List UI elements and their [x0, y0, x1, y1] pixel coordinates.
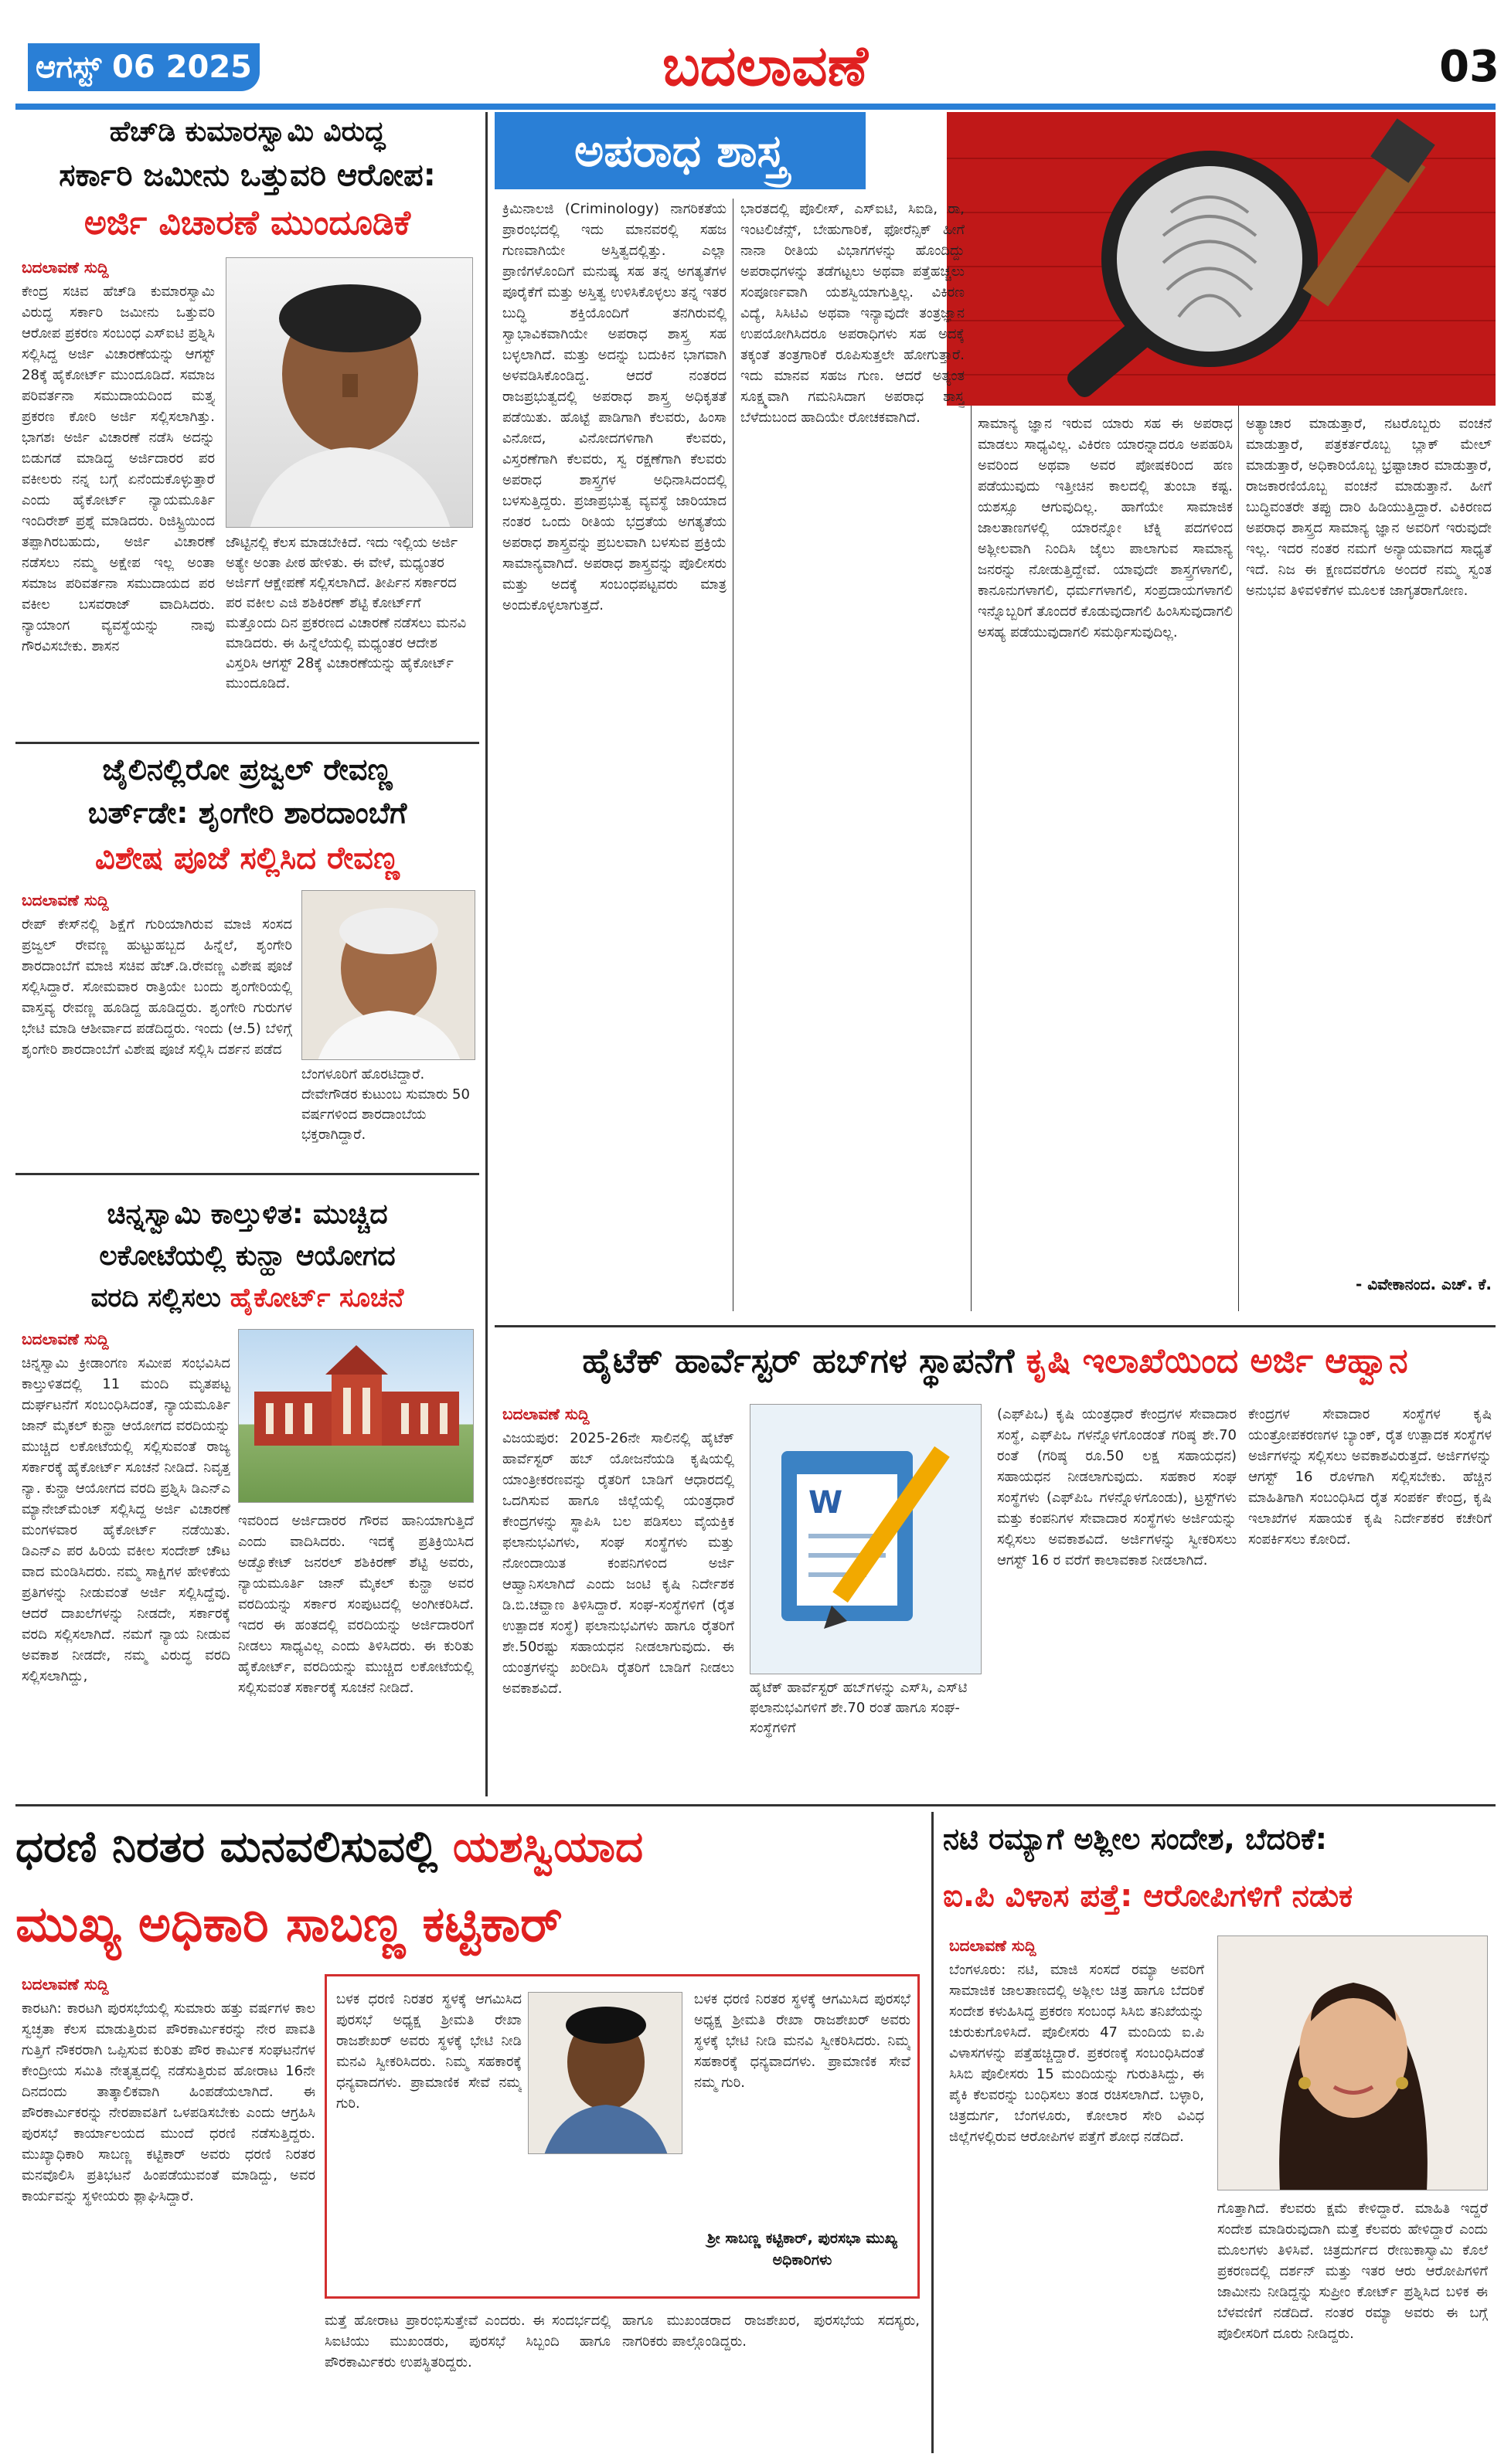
revanna-title-1: ಜೈಲಿನಲ್ಲಿರೋ ಪ್ರಜ್ವಲ್ ರೇವಣ್ಣ — [102, 753, 393, 787]
dharani-title-1 — [15, 1812, 924, 1883]
chinnaswamy-title-1: ಚಿನ್ನಸ್ವಾಮಿ ಕಾಲ್ತುಳಿತ: ಮುಚ್ಚಿದ — [107, 1198, 388, 1230]
chinnaswamy-title-3a: ವರದಿ ಸಲ್ಲಿಸಲು — [90, 1283, 230, 1314]
harvester-story — [495, 1331, 1496, 1794]
criminology-col-1: ಕ್ರಿಮಿನಾಲಜಿ (Criminology) ನಾಗರಿಕತೆಯ ಪ್ರಾರಂಭದಲ್ಲಿ ಇದು ಮಾನವರಲ್ಲಿ ಸಹಜ ಗುಣವಾಗಿಯೇ ಅಸ್ತಿತ್ವದಲ್ಲಿತ್ತು. ಎಲ್ಲಾ ಪ್ರಾಣಿಗಳೊಂದಿಗೆ ಮನುಷ್ಯ ಸಹ ತನ್ನ ಅಗತ್ಯತೆಗಳ ಪೂರೈಕೆಗೆ ಮತ್ತು ಅಸ್ತಿತ್ವ ಉಳಿಸಿಕೊಳ್ಳಲು ತನ್ನ ಇತರ ಬುದ್ಧಿ ಶಕ್ತಿಯೊಂದಿಗೆ ತನಗಿರುವಲ್ಲಿ ಸ್ವಾಭಾವಿಕವಾಗಿಯೇ ಅಪರಾಧ ಶಾಸ್ತ್ರ ಸಹ ಬಳ್ಳಲಾಗಿದೆ. ಮತ್ತು ಅದನ್ನು ಬದುಕಿನ ಭಾಗವಾಗಿ ಅಳವಡಿಸಿಕೊಂಡಿದ್ದ. ಆದರೆ ನಂತರದ ರಾಜಪ್ರಭುತ್ವದಲ್ಲಿ ಅಪರಾಧ ಶಾಸ್ತ್ರ ಅಧಿಕೃತತೆ ಪಡೆಯಿತು. ಹೊಟ್ಟೆ ಪಾಡಿಗಾಗಿ ಕೆಲವರು, ಹಿಂಸಾ ವಿನೋದ, ವಿನೋದಗಳಿಗಾಗಿ ಕೆಲವರು, ವಿಸ್ತರಣೆಗಾಗಿ ಕೆಲವರು, ಸ್ವ ರಕ್ಷಣೆಗಾಗಿ ಕೆಲವರು ಅಪರಾಧ ಶಾಸ್ತ್ರಗಳ ಅಧಿನಾಸಿದಂದಲ್ಲಿ ಬಳಸುತ್ತಿದ್ದರು. ಪ್ರಜಾಪ್ರಭುತ್ವ ವ್ಯವಸ್ಥೆ ಜಾರಿಯಾದ ನಂತರ ಒಂದು ರೀತಿಯ ಭದ್ರತೆಯ ಅಗತ್ಯತೆಯ ಅಪರಾಧ ಶಾಸ್ತ್ರವನ್ನು ಪ್ರಬಲವಾಗಿ ಬಳಸುವ ಪ್ರಕ್ರಿಯೆ ಸಾಮಾನ್ಯವಾಗಿದೆ. ಅಪರಾಧ ಶಾಸ್ತ್ರವನ್ನು ಪೊಲೀಸರು ಮತ್ತು ಅದಕ್ಕೆ ಸಂಬಂಧಪಟ್ಟವರು ಮಾತ್ರ ಅಂದುಕೊಳ್ಳಲಾಗುತ್ತದೆ. — [502, 201, 727, 613]
ramya-col-2: ಗೊತ್ತಾಗಿದೆ. ಕೆಲವರು ಕ್ಷಮೆ ಕೇಳಿದ್ದಾರೆ. ಮಾಹಿತಿ ಇದ್ದರೆ ಸಂದೇಶ ಮಾಡಿರುವುದಾಗಿ ಮತ್ತೆ ಕೆಲವರು ಹೇಳಿದ್ದಾರೆ ಎಂದು ಮೂಲಗಳು ತಿಳಿಸಿವೆ. ಚಿತ್ರದುರ್ಗದ ರೇಣುಕಾಸ್ವಾಮಿ ಕೊಲೆ ಪ್ರಕರಣದಲ್ಲಿ ದರ್ಶನ್ ಮತ್ತು ಇತರ ಆರು ಆರೋಪಿಗಳಿಗೆ ಜಾಮೀನು ನೀಡಿದ್ದನ್ನು ಸುಪ್ರೀಂ ಕೋರ್ಟ್ ಪ್ರಶ್ನಿಸಿದ ಬಳಿಕ ಈ ಬೆಳವಣಿಗೆ ನಡೆದಿದೆ. ನಂತರ ರಮ್ಯಾ ಅವರು ಈ ಬಗ್ಗೆ ಪೊಲೀಸರಿಗೆ ದೂರು ನೀಡಿದ್ದರು. — [1217, 2201, 1488, 2342]
criminology-banner-text: ಅಪರಾಧ ಶಾಸ್ತ್ರ — [574, 124, 786, 177]
ramya-body: ಬೆಂಗಳೂರು: ನಟಿ, ಮಾಜಿ ಸಂಸದೆ ರಮ್ಯಾ ಅವರಿಗೆ ಸಾಮಾಜಿಕ ಜಾಲತಾಣದಲ್ಲಿ ಅಶ್ಲೀಲ ಚಿತ್ರ ಹಾಗೂ ಬೆದರಿಕೆ ಸಂದೇಶ ಕಳುಹಿಸಿದ್ದ ಪ್ರಕರಣ ಸಂಬಂಧ ಸಿಸಿಬಿ ತನಿಖೆಯನ್ನು ಚುರುಕುಗೊಳಿಸಿದೆ. ಪೊಲೀಸರು 47 ಮಂದಿಯ ಐ.ಪಿ ವಿಳಾಸಗಳನ್ನು ಪತ್ತೆಹಚ್ಚಿದ್ದಾರೆ. ಪ್ರಕರಣಕ್ಕೆ ಸಂಬಂಧಿಸಿದಂತೆ ಸಿಸಿಬಿ ಪೊಲೀಸರು 15 ಮಂದಿಯನ್ನು ಗುರುತಿಸಿದ್ದು, ಈ ಪೈಕಿ ಕೆಲವರನ್ನು ಬಂಧಿಸಲು ತಂಡ ರಚಿಸಲಾಗಿದೆ. ಬಳ್ಳಾರಿ, ಚಿತ್ರದುರ್ಗ, ಬೆಂಗಳೂರು, ಕೋಲಾರ ಸೇರಿ ವಿವಿಧ ಜಿಲ್ಲೆಗಳಲ್ಲಿರುವ ಆರೋಪಿಗಳ ಪತ್ತೆಗೆ ಶೋಧ ನಡೆದಿದೆ. — [949, 1962, 1204, 2145]
paper-name: ಬದಲಾವಣೆ — [662, 33, 868, 98]
hdk-kicker: ಹೆಚ್‌ಡಿ ಕುಮಾರಸ್ವಾಮಿ ವಿರುದ್ಧ — [109, 116, 386, 148]
hdk-title: ಸರ್ಕಾರಿ ಜಮೀನು ಒತ್ತುವರಿ ಆರೋಪ: — [59, 158, 436, 193]
divider — [495, 1325, 1496, 1327]
dharani-col-3: ಹಾಗೂ ಮುಖಂಡರಾದ ರಾಜಶೇಖರ, ಪುರಸಭೆಯ ಸದಸ್ಯರು, ನಾಗರಿಕರು ಪಾಲ್ಗೊಂಡಿದ್ದರು. — [622, 2313, 920, 2350]
divider — [15, 1173, 479, 1175]
harvester-col-1 — [502, 1404, 734, 1790]
person-portrait-icon — [302, 891, 475, 1060]
harvester-title-b: ಕೃಷಿ ಇಲಾಖೆಯಿಂದ ಅರ್ಜಿ ಆಹ್ವಾನ — [1026, 1341, 1408, 1381]
dharani-ad-signature: ಶ್ರೀ ಸಾಬಣ್ಣ ಕಟ್ಟಿಕಾರ್, ಪುರಸಭಾ ಮುಖ್ಯ ಅಧಿಕಾರಿಗಳು — [707, 2230, 897, 2269]
harvester-body: ವಿಜಯಪುರ: 2025-26ನೇ ಸಾಲಿನಲ್ಲಿ ಹೈಟೆಕ್ ಹಾರ್ವೆಸ್ಟರ್ ಹಬ್ ಯೋಜನೆಯಡಿ ಕೃಷಿಯಲ್ಲಿ ಯಾಂತ್ರೀಕರಣವನ್ನು ರೈತರಿಗೆ ಬಾಡಿಗೆ ಆಧಾರದಲ್ಲಿ ಒದಗಿಸುವ ಹಾಗೂ ಜಿಲ್ಲೆಯಲ್ಲಿ ಯಂತ್ರಧಾರೆ ಕೇಂದ್ರಗಳನ್ನು ಸ್ಥಾಪಿಸಿ ಬಲ ಪಡಿಸಲು ವೈಯಕ್ತಿಕ ಫಲಾನುಭವಿಗಳು, ಸಂಘ ಸಂಸ್ಥೆಗಳು ಮತ್ತು ನೋಂದಾಯಿತ ಕಂಪನಿಗಳಿಂದ ಅರ್ಜಿ ಆಹ್ವಾನಿಸಲಾಗಿದೆ ಎಂದು ಜಂಟಿ ಕೃಷಿ ನಿರ್ದೇಶಕ ಡಿ.ಬಿ.ಚವ್ಹಾಣ ತಿಳಿಸಿದ್ದಾರೆ. ಸಂಘ-ಸಂಸ್ಥೆಗಳಿಗೆ (ರೈತ ಉತ್ಪಾದಕ ಸಂಸ್ಥೆ) ಫಲಾನುಭವಿಗಳು ಹಾಗೂ ರೈತರಿಗೆ ಶೇ.50ರಷ್ಟು ಸಹಾಯಧನ ನೀಡಲಾಗುವುದು. ಈ ಯಂತ್ರಗಳನ್ನು ಖರೀದಿಸಿ ರೈತರಿಗೆ ಬಾಡಿಗೆ ನೀಡಲು ಅವಕಾಶವಿದೆ. — [502, 1430, 734, 1697]
chinnaswamy-body: ಚಿನ್ನಸ್ವಾಮಿ ಕ್ರೀಡಾಂಗಣ ಸಮೀಪ ಸಂಭವಿಸಿದ ಕಾಲ್ತುಳಿತದಲ್ಲಿ 11 ಮಂದಿ ಮೃತಪಟ್ಟ ದುರ್ಘಟನೆಗೆ ಸಂಬಂಧಿಸಿದಂತೆ, ನ್ಯಾಯಮೂರ್ತಿ ಜಾನ್ ಮೈಕಲ್ ಕುನ್ಹಾ ಆಯೋಗದ ವರದಿಯನ್ನು ಮುಚ್ಚಿದ ಲಕೋಟೆಯಲ್ಲಿ ಸಲ್ಲಿಸುವಂತೆ ರಾಜ್ಯ ಸರ್ಕಾರಕ್ಕೆ ಹೈಕೋರ್ಟ್ ಸೂಚನೆ ನೀಡಿದೆ. ನಿವೃತ್ತ ನ್ಯಾ. ಕುನ್ಹಾ ಆಯೋಗದ ವರದಿ ಪ್ರಶ್ನಿಸಿ ಡಿಎನ್‌ಎ ಮ್ಯಾನೇಜ್‌ಮೆಂಟ್ ಸಲ್ಲಿಸಿದ್ದ ಅರ್ಜಿ ವಿಚಾರಣೆ ಮಂಗಳವಾರ ಹೈಕೋರ್ಟ್ ನಡೆಯಿತು. ಡಿಎನ್‌ಎ ಪರ ಹಿರಿಯ ವಕೀಲ ಸಂದೇಶ್ ಚೌಟ ವಾದ ಮಂಡಿಸಿದರು. ನಮ್ಮ ಸಾಕ್ಷಿಗಳ ಹೇಳಿಕೆಯ ಪ್ರತಿಗಳನ್ನು ನೀಡುವಂತೆ ಅರ್ಜಿ ಸಲ್ಲಿಸಿದ್ದೆವು. ಆದರೆ ದಾಖಲೆಗಳನ್ನು ನೀಡದೇ, ಸರ್ಕಾರಕ್ಕೆ ವರದಿ ಸಲ್ಲಿಸಲಾಗಿದೆ. ನಮಗೆ ನ್ಯಾಯ ನೀಡುವ ಅವಕಾಶ ನೀಡದೇ, ನಮ್ಮ ವಿರುದ್ಧ ವರದಿ ಸಲ್ಲಿಸಲಾಗಿದ್ದು, — [22, 1355, 230, 1684]
chinnaswamy-body-col — [22, 1329, 230, 1785]
ramya-body-col — [949, 1936, 1204, 2449]
column-rule — [1238, 406, 1239, 1311]
criminology-banner — [495, 112, 866, 189]
hdk-body-col — [22, 257, 215, 729]
chinnaswamy-title-3 — [15, 1277, 479, 1319]
harvester-title-a: ಹೈಟೆಕ್ ಹಾರ್ವೆಸ್ಟರ್ ಹಬ್‌ಗಳ ಸ್ಥಾಪನೆಗೆ — [582, 1341, 1026, 1381]
dharani-title-1a: ಧರಣಿ ನಿರತರ ಮನವಲಿಸುವಲ್ಲಿ — [15, 1822, 453, 1872]
magnifier-fingerprint-icon — [947, 112, 1496, 406]
hdk-caption: ಜೌಟ್ಟಿನಲ್ಲಿ ಕೆಲಸ ಮಾಡಬೇಕಿದೆ. ಇದು ಇಲ್ಲಿಯ ಅರ್ಜಿ ಅತ್ಯೇ ಅಂತಾ ಪೀಠ ಹೇಳಿತು. ಈ ವೇಳೆ, ಮಧ್ಯಂತರ ಅರ್ಜಿಗೆ ಆಕ್ಷೇಪಣೆ ಸಲ್ಲಿಸಲಾಗಿದೆ. ತೀರ್ಪಿನ ಸರ್ಕಾರದ ಪರ ವಕೀಲ ಎಜಿ ಶಶಿಕಿರಣ್ ಶೆಟ್ಟಿ ಕೋರ್ಟ್‌ಗೆ ಮತ್ತೊಂದು ದಿನ ಪ್ರಕರಣದ ವಿಚಾರಣೆ ನಡೆಸಲು ಮನವಿ ಮಾಡಿದರು. ಈ ಹಿನ್ನೆಲೆಯಲ್ಲಿ ಮಧ್ಯಂತರ ಆದೇಶ ವಿಸ್ತರಿಸಿ ಆಗಸ್ಟ್ 28ಕ್ಕೆ ವಿಚಾರಣೆಯನ್ನು ಹೈಕೋರ್ಟ್ ಮುಂದೂಡಿದೆ. — [226, 535, 467, 692]
dharani-story — [15, 1812, 924, 2453]
harvester-col-2: (ಎಫ್‌ಪಿಒ) ಕೃಷಿ ಯಂತ್ರಧಾರೆ ಕೇಂದ್ರಗಳ ಸೇವಾದಾರ ಸಂಸ್ಥೆ, ಎಫ್‌ಪಿಒ ಗಳನ್ನೊಳಗೊಂಡಂತೆ ಗರಿಷ್ಠ ಶೇ.70 ರಂತೆ (ಗರಿಷ್ಠ ರೂ.50 ಲಕ್ಷ ಸಹಾಯಧನ) ಸಹಾಯಧನ ನೀಡಲಾಗುವುದು. ಸಹಕಾರ ಸಂಘ ಸಂಸ್ಥೆಗಳು (ಎಫ್‌ಪಿಒ ಗಳನ್ನೊಳಗೊಂಡು), ಟ್ರಸ್ಟ್‌ಗಳು ಮತ್ತು ಕಂಪನಿಗಳ ಸೇವಾದಾರ ಸಂಸ್ಥೆಗಳು ಅರ್ಜಿಯನ್ನು ಸಲ್ಲಿಸಲು ಅವಕಾಶವಿದೆ. ಅರ್ಜಿಗಳನ್ನು ಸ್ವೀಕರಿಸಲು ಆಗಸ್ಟ್ 16 ರ ವರೆಗೆ ಕಾಲಾವಕಾಶ ನೀಡಲಾಗಿದೆ. — [997, 1406, 1237, 1568]
masthead-rule — [15, 104, 1496, 110]
chinnaswamy-body-col-2: ಇವರಿಂದ ಅರ್ಜಿದಾರರ ಗೌರವ ಹಾನಿಯಾಗುತ್ತಿದೆ ಎಂದು ವಾದಿಸಿದರು. ಇದಕ್ಕೆ ಪ್ರತಿಕ್ರಿಯಿಸಿದ ಅಡ್ವೊಕೇಟ್ ಜನರಲ್ ಶಶಿಕಿರಣ್ ಶೆಟ್ಟಿ ಅವರು, ನ್ಯಾಯಮೂರ್ತಿ ಜಾನ್ ಮೈಕಲ್ ಕುನ್ಹಾ ಅವರ ವರದಿಯನ್ನು ಸರ್ಕಾರ ಸಂಪುಟದಲ್ಲಿ ಅಂಗೀಕರಿಸಿದೆ. ಇದರ ಈ ಹಂತದಲ್ಲಿ ವರದಿಯನ್ನು ಅರ್ಜಿದಾರರಿಗೆ ನೀಡಲು ಸಾಧ್ಯವಿಲ್ಲ ಎಂದು ತಿಳಿಸಿದರು. ಈ ಕುರಿತು ಹೈಕೋರ್ಟ್, ವರದಿಯನ್ನು ಮುಚ್ಚಿದ ಲಕೋಟೆಯಲ್ಲಿ ಸಲ್ಲಿಸುವಂತೆ ಸರ್ಕಾರಕ್ಕೆ ಸೂಚನೆ ನೀಡಿದೆ. — [238, 1513, 474, 1696]
person-portrait-icon — [1218, 1936, 1488, 2190]
hdk-body: ಕೇಂದ್ರ ಸಚಿವ ಹೆಚ್‌ಡಿ ಕುಮಾರಸ್ವಾಮಿ ವಿರುದ್ಧ ಸರ್ಕಾರಿ ಜಮೀನು ಒತ್ತುವರಿ ಆರೋಪ ಪ್ರಕರಣ ಸಂಬಂಧ ಎಸ್‌ಐಟಿ ಪ್ರಶ್ನಿಸಿ ಸಲ್ಲಿಸಿದ್ದ ಅರ್ಜಿ ವಿಚಾರಣೆಯನ್ನು ಆಗಸ್ಟ್ 28ಕ್ಕೆ ಹೈಕೋರ್ಟ್ ಮುಂದೂಡಿದೆ. ಸಮಾಜ ಪರಿವರ್ತನಾ ಸಮುದಾಯದಿಂದ ಮತ್ತ್ಯ ಪ್ರಕರಣ ಕೋರಿ ಅರ್ಜಿ ಸಲ್ಲಿಸಲಾಗಿತ್ತು. ಭಾಗಶಃ ಅರ್ಜಿ ವಿಚಾರಣೆ ನಡೆಸಿ ಅದನ್ನು ಬಿಡುಗಡೆ ಮಾಡಿದ್ದ ಅರ್ಜಿದಾರರ ಪರ ವಕೀಲರು ನನ್ನ ಬಗ್ಗೆ ಏನೆಂದುಕೊಳ್ಳುತ್ತಾರೆ ಎಂದು ಹೈಕೋರ್ಟ್ ನ್ಯಾಯಮೂರ್ತಿ ಇಂದಿರೇಶ್ ಪ್ರಶ್ನೆ ಮಾಡಿದರು. ರಿಜಿಸ್ಟ್ರಿಯಿಂದ ತಪ್ಪಾಗಿರಬಹುದು, ಅರ್ಜಿ ವಿಚಾರಣೆ ನಡೆಸಲು ನಮ್ಮ ಅಕ್ಷೇಪ ಇಲ್ಲ ಅಂತಾ ಸಮಾಜ ಪರಿವರ್ತನಾ ಸಮುದಾಯದ ಪರ ವಕೀಲ ಬಸವರಾಜ್ ವಾದಿಸಿದರು. ನ್ಯಾಯಾಂಗ ವ್ಯವಸ್ಥೆಯನ್ನು ನಾವು ಗೌರವಿಸಬೇಕು. ಶಾಸನ — [22, 284, 215, 654]
harvester-col-3: ಕೇಂದ್ರಗಳ ಸೇವಾದಾರ ಸಂಸ್ಥೆಗಳ ಕೃಷಿ ಯಂತ್ರೋಪಕರಣಗಳ ಬ್ಯಾಂಕ್, ರೈತ ಉತ್ಪಾದಕ ಸಂಸ್ಥೆಗಳ ಅರ್ಜಿಗಳನ್ನು ಸಲ್ಲಿಸಲು ಅವಕಾಶವಿರುತ್ತದೆ. ಅರ್ಜಿಗಳನ್ನು ಆಗಸ್ಟ್ 16 ರೊಳಗಾಗಿ ಸಲ್ಲಿಸಬೇಕು. ಹೆಚ್ಚಿನ ಮಾಹಿತಿಗಾಗಿ ಸಂಬಂಧಿಸಿದ ರೈತ ಸಂಪರ್ಕ ಕೇಂದ್ರ, ಕೃಷಿ ಇಲಾಖೆಗಳ ಸಹಾಯಕ ಕೃಷಿ ನಿರ್ದೇಶಕರ ಕಚೇರಿಗೆ ಸಂಪರ್ಕಿಸಲು ಕೋರಿದೆ. — [1248, 1406, 1492, 1548]
dharani-ad-text: ಬಳಕ ಧರಣಿ ನಿರತರ ಸ್ಥಳಕ್ಕೆ ಆಗಮಿಸಿದ ಪುರಸಭೆ ಅಧ್ಯಕ್ಷ ಶ್ರೀಮತಿ ರೇಖಾ ರಾಜಶೇಖರ್ ಅವರು ಸ್ಥಳಕ್ಕೆ ಭೇಟಿ ನೀಡಿ ಮನವಿ ಸ್ವೀಕರಿಸಿದರು. ನಿಮ್ಮ ಸಹಕಾರಕ್ಕೆ ಧನ್ಯವಾದಗಳು. ಪ್ರಾಮಾಣಿಕ ಸೇವೆ ನಮ್ಮ ಗುರಿ. — [336, 1991, 522, 2112]
dharani-ad-box — [325, 1974, 920, 2299]
criminology-col-2: ಭಾರತದಲ್ಲಿ ಪೊಲೀಸ್, ಎಸ್‌ಐಟಿ, ಸಿಐಡಿ, ರಾ, ಇಂಟಲಿಜೆನ್ಸ್, ಬೇಹುಗಾರಿಕೆ, ಫೋರೆನ್ಸಿಕ್ ಹೀಗೆ ನಾನಾ ರೀತಿಯ ವಿಭಾಗಗಳನ್ನು ಹೊಂದಿದ್ದು ಅಪರಾಧಗಳನ್ನು ತಡೆಗಟ್ಟಲು ಅಥವಾ ಪತ್ತೆಹಚ್ಚಲು ಸಂಪೂರ್ಣವಾಗಿ ಯಶಸ್ವಿಯಾಗುತ್ತಿಲ್ಲ. ವಿಕಿರಣ ವಿದ್ಯೆ, ಸಿಸಿಟಿವಿ ಅಥವಾ ಇನ್ಯಾವುದೇ ತಂತ್ರಜ್ಞಾನ ಉಪಯೋಗಿಸಿದರೂ ಅಪರಾಧಿಗಳು ಸಹ ಅದಕ್ಕೆ ತಕ್ಕಂತೆ ತಂತ್ರಗಾರಿಕೆ ರೂಪಿಸುತ್ತಲೇ ಹೋಗುತ್ತಾರೆ. ಇದು ಮಾನವ ಸಹಜ ಗುಣ. ಆದರೆ ಅತ್ಯಂತ ಸೂಕ್ಷ್ಮವಾಗಿ ಗಮನಿಸಿದಾಗ ಅಪರಾಧ ಶಾಸ್ತ್ರ ಬೆಳೆದುಬಂದ ಹಾದಿಯೇ ರೋಚಕವಾಗಿದೆ. — [740, 201, 965, 426]
masthead — [0, 0, 1511, 116]
dharani-title-2: ಮುಖ್ಯ ಅಧಿಕಾರಿ ಸಾಬಣ್ಣ ಕಟ್ಟಿಕಾರ್ — [15, 1896, 563, 1953]
revanna-body-col — [22, 890, 292, 1161]
harvester-title — [495, 1331, 1496, 1392]
ramya-story — [943, 1812, 1496, 2453]
issue-date: ಆಗಸ್ಟ್ 06 2025 — [28, 43, 260, 91]
revanna-subtitle: ವಿಶೇಷ ಪೂಜೆ ಸಲ್ಲಿಸಿದ ರೇವಣ್ಣ — [95, 841, 400, 876]
hdk-story — [15, 112, 479, 738]
ramya-subtitle: ಐ.ಪಿ ವಿಳಾಸ ಪತ್ತೆ: ಆರೋಪಿಗಳಿಗೆ ನಡುಕ — [943, 1878, 1353, 1914]
dharani-col-2: ಮತ್ತೆ ಹೋರಾಟ ಪ್ರಾರಂಭಿಸುತ್ತೇವೆ ಎಂದರು. ಈ ಸಂದರ್ಭದಲ್ಲಿ ಸಿಐಟಿಯು ಮುಖಂಡರು, ಪುರಸಭೆ ಸಿಬ್ಬಂದಿ ಹಾಗೂ ಪೌರಕಾರ್ಮಿಕರು ಉಪಸ್ಥಿತರಿದ್ದರು. — [325, 2313, 611, 2371]
hdk-byline: ಬದಲಾವಣೆ ಸುದ್ದಿ — [22, 258, 109, 277]
chinnaswamy-story — [15, 1194, 479, 1789]
harvester-byline: ಬದಲಾವಣೆ ಸುದ್ದಿ — [502, 1405, 590, 1423]
column-rule — [971, 406, 972, 1311]
harvester-caption: ಹೈಟೆಕ್ ಹಾರ್ವೆಸ್ಟರ್ ಹಬ್‌ಗಳನ್ನು ಎಸ್‌ಸಿ, ಎಸ್‌ಟಿ ಫಲಾನುಭವಿಗಳಿಗೆ ಶೇ.70 ರಂತೆ ಹಾಗೂ ಸಂಘ-ಸಂಸ್ಥೆಗಳಿಗೆ — [750, 1680, 968, 1736]
chinnaswamy-byline: ಬದಲಾವಣೆ ಸುದ್ದಿ — [22, 1330, 109, 1348]
divider — [15, 1804, 1496, 1806]
revanna-story — [15, 748, 479, 1169]
criminology-col-3: ಸಾಮಾನ್ಯ ಜ್ಞಾನ ಇರುವ ಯಾರು ಸಹ ಈ ಅಪರಾಧ ಮಾಡಲು ಸಾಧ್ಯವಿಲ್ಲ. ವಿಕಿರಣ ಯಾರನ್ನಾದರೂ ಅಪಹರಿಸಿ ಅವರಿಂದ ಅಥವಾ ಅವರ ಪೋಷಕರಿಂದ ಹಣ ಪಡೆಯುವುದು ಇತ್ತೀಚಿನ ಕಾಲದಲ್ಲಿ ತುಂಬಾ ಕಷ್ಟ. ಯಶಸ್ಸೂ ಆಗುವುದಿಲ್ಲ. ಹಾಗೆಯೇ ಸಾಮಾಜಿಕ ಜಾಲತಾಣಗಳಲ್ಲಿ ಯಾರನ್ನೋ ಟೆಕ್ನಿ ಪದಗಳಿಂದ ಅಶ್ಲೀಲವಾಗಿ ನಿಂದಿಸಿ ಜೈಲು ಪಾಲಾಗುವ ಸಾಮಾನ್ಯ ಜನರನ್ನು ನೋಡುತ್ತಿದ್ದೇವೆ. ಯಾವುದೇ ಶಾಸ್ತ್ರಗಳಾಗಲಿ, ಕಾನೂನುಗಳಾಗಲಿ, ಧರ್ಮಗಳಾಗಲಿ, ಸಂಪ್ರದಾಯಗಳಾಗಲಿ ಇನ್ನೊಬ್ಬರಿಗೆ ತೊಂದರೆ ಕೊಡುವುದಾಗಲಿ ಹಿಂಸಿಸುವುದಾಗಲಿ ಅಸಹ್ಯ ಪಡೆಯುವುದಾಗಲಿ ಸಮರ್ಥಿಸುವುದಿಲ್ಲ. — [978, 416, 1233, 641]
criminology-col-4: ಅತ್ಯಾಚಾರ ಮಾಡುತ್ತಾರೆ, ನಟರೊಬ್ಬರು ವಂಚನೆ ಮಾಡುತ್ತಾರೆ, ಪತ್ರಕರ್ತರೊಬ್ಬ ಬ್ಲಾಕ್ ಮೇಲ್ ಮಾಡುತ್ತಾರೆ, ಅಧಿಕಾರಿಯೊಬ್ಬ ಭ್ರಷ್ಟಾಚಾರ ಮಾಡುತ್ತಾರೆ, ರಾಜಕಾರಣಿಯೊಬ್ಬ ವಂಚನೆ ಮಾಡುತ್ತಾನೆ. ಹೀಗೆ ಬುದ್ಧಿವಂತರೇ ತಪ್ಪು ದಾರಿ ಹಿಡಿಯುತ್ತಿದ್ದಾರೆ. ವಿಕಿರಣದ ಅಪರಾಧ ಶಾಸ್ತ್ರದ ಸಾಮಾನ್ಯ ಜ್ಞಾನ ಅವರಿಗೆ ಇರುವುದೇ ಇಲ್ಲ. ಇದರ ನಂತರ ನಮಗೆ ಅನ್ಯಾಯವಾಗದ ಸಾಧ್ಯತೆ ಇದೆ. ನಿಜ ಈ ಕ್ಷಣದವರೆಗೂ ಅಂದರೆ ನಮ್ಮ ಸ್ವಂತ ಅನುಭವ ತಿಳಿವಳಿಕೆಗಳ ಮೂಲಕ ಜಾಗೃತರಾಗೋಣ. — [1246, 416, 1492, 599]
officer-photo — [528, 1992, 682, 2154]
criminology-feature — [495, 112, 1496, 1321]
revanna-title-2: ಬರ್ತ್‌ಡೇ: ಶೃಂಗೇರಿ ಶಾರದಾಂಬೆಗೆ — [87, 796, 407, 830]
high-court-photo — [238, 1329, 474, 1503]
fingerprint-illustration — [947, 112, 1496, 406]
chinnaswamy-title-3b: ಹೈಕೋರ್ಟ್ ಸೂಚನೆ — [230, 1283, 404, 1314]
building-icon — [239, 1330, 474, 1503]
svg-text:W: W — [808, 1485, 843, 1521]
criminology-signature: - ವಿವೇಕಾನಂದ. ಎಚ್. ಕೆ. — [1355, 1275, 1492, 1293]
revanna-body: ರೇಪ್ ಕೇಸ್‌ನಲ್ಲಿ ಶಿಕ್ಷೆಗೆ ಗುರಿಯಾಗಿರುವ ಮಾಜಿ ಸಂಸದ ಪ್ರಜ್ವಲ್ ರೇವಣ್ಣ ಹುಟ್ಟುಹಬ್ಬದ ಹಿನ್ನೆಲೆ, ಶೃಂಗೇರಿ ಶಾರದಾಂಬೆಗೆ ಮಾಜಿ ಸಚಿವ ಹೆಚ್.ಡಿ.ರೇವಣ್ಣ ವಿಶೇಷ ಪೂಜೆ ಸಲ್ಲಿಸಿದ್ದಾರೆ. ಸೋಮವಾರ ರಾತ್ರಿಯೇ ಬಂದು ಶೃಂಗೇರಿಯಲ್ಲಿ ವಾಸ್ತವ್ಯ ರೇವಣ್ಣ ಹೂಡಿದ್ದ ಹೂಡಿದ್ದರು. ಶೃಂಗೇರಿ ಗುರುಗಳ ಭೇಟಿ ಮಾಡಿ ಆಶೀರ್ವಾದ ಪಡೆದಿದ್ದರು. ಇಂದು (ಆ.5) ಬೆಳಿಗ್ಗೆ ಶೃಂಗೇರಿ ಶಾರದಾಂಬೆಗೆ ವಿಶೇಷ ಪೂಜೆ ಸಲ್ಲಿಸಿ ದರ್ಶನ ಪಡೆದ — [22, 916, 292, 1058]
dharani-ad-text-right: ಬಳಕ ಧರಣಿ ನಿರತರ ಸ್ಥಳಕ್ಕೆ ಆಗಮಿಸಿದ ಪುರಸಭೆ ಅಧ್ಯಕ್ಷ ಶ್ರೀಮತಿ ರೇಖಾ ರಾಜಶೇಖರ್ ಅವರು ಸ್ಥಳಕ್ಕೆ ಭೇಟಿ ನೀಡಿ ಮನವಿ ಸ್ವೀಕರಿಸಿದರು. ನಿಮ್ಮ ಸಹಕಾರಕ್ಕೆ ಧನ್ಯವಾದಗಳು. ಪ್ರಾಮಾಣಿಕ ಸೇವೆ ನಮ್ಮ ಗುರಿ. — [694, 1991, 910, 2091]
person-portrait-icon — [529, 1993, 682, 2154]
dharani-body: ಕಾರಟಗಿ: ಕಾರಟಗಿ ಪುರಸಭೆಯಲ್ಲಿ ಸುಮಾರು ಹತ್ತು ವರ್ಷಗಳ ಕಾಲ ಸ್ವಚ್ಛತಾ ಕೆಲಸ ಮಾಡುತ್ತಿರುವ ಪೌರಕಾರ್ಮಿಕರನ್ನು ನೇರ ಪಾವತಿ ಗುತ್ತಿಗೆ ನೌಕರರಾಗಿ ಒಪ್ಪಿಸುವ ಕುರಿತು ಪೌರ ಕಾರ್ಮಿಕ ಸಂಘಟನೆಗಳ ಕೇಂದ್ರೀಯ ಸಮಿತಿ ನೇತೃತ್ವದಲ್ಲಿ ನಡೆಸುತ್ತಿರುವ ಹೋರಾಟ 16ನೇ ದಿನದಂದು ತಾತ್ಕಾಲಿಕವಾಗಿ ಹಿಂಪಡೆಯಲಾಗಿದೆ. ಈ ಪೌರಕಾರ್ಮಿಕರನ್ನು ನೇರಪಾವತಿಗೆ ಒಳಪಡಿಸಬೇಕು ಎಂದು ಆಗ್ರಹಿಸಿ ಪುರಸಭೆ ಕಾರ್ಯಾಲಯದ ಮುಂದೆ ಧರಣಿ ನಡೆಸುತ್ತಿದ್ದರು. ಮುಖ್ಯಾಧಿಕಾರಿ ಸಾಬಣ್ಣ ಕಟ್ಟಿಕಾರ್ ಅವರು ಧರಣಿ ನಿರತರ ಮನವೊಲಿಸಿ ಪ್ರತಿಭಟನೆ ಹಿಂಪಡೆಯುವಂತೆ ಮಾಡಿದ್ದು, ಅವರ ಕಾರ್ಯವನ್ನು ಸ್ಥಳೀಯರು ಶ್ಲಾಘಿಸಿದ್ದಾರೆ. — [22, 2000, 315, 2204]
column-rule — [931, 1812, 934, 2453]
ramya-title: ನಟಿ ರಮ್ಯಾಗೆ ಅಶ್ಲೀಲ ಸಂದೇಶ, ಬೆದರಿಕೆ: — [943, 1822, 1327, 1856]
ramya-byline: ಬದಲಾವಣೆ ಸುದ್ದಿ — [949, 1936, 1036, 1955]
dharani-byline: ಬದಲಾವಣೆ ಸುದ್ದಿ — [22, 1975, 109, 1993]
page-number: 03 — [1439, 42, 1499, 92]
revanna-photo — [301, 890, 475, 1060]
ramya-photo — [1217, 1936, 1488, 2190]
document-pencil-icon — [750, 1405, 982, 1674]
revanna-byline: ಬದಲಾವಣೆ ಸುದ್ದಿ — [22, 891, 109, 909]
dharani-title-1b: ಯಶಸ್ವಿಯಾದ — [452, 1822, 644, 1872]
revanna-caption: ಬೆಂಗಳೂರಿಗೆ ಹೊರಟಿದ್ದಾರೆ. ದೇವೇಗೌಡರ ಕುಟುಂಬ ಸುಮಾರು 50 ವರ್ಷಗಳಿಂದ ಶಾರದಾಂಬೆಯ ಭಕ್ತರಾಗಿದ್ದಾರೆ. — [301, 1066, 470, 1143]
hdk-photo — [226, 257, 473, 528]
person-portrait-icon — [226, 258, 473, 528]
dharani-body-col — [22, 1974, 315, 2449]
chinnaswamy-title-2: ಲಕೋಟೆಯಲ್ಲಿ ಕುನ್ಹಾ ಆಯೋಗದ — [99, 1240, 396, 1272]
divider — [15, 742, 479, 744]
hdk-subtitle: ಅರ್ಜಿ ವಿಚಾರಣೆ ಮುಂದೂಡಿಕೆ — [83, 203, 411, 243]
application-illustration — [750, 1404, 982, 1674]
column-rule — [485, 112, 488, 1796]
